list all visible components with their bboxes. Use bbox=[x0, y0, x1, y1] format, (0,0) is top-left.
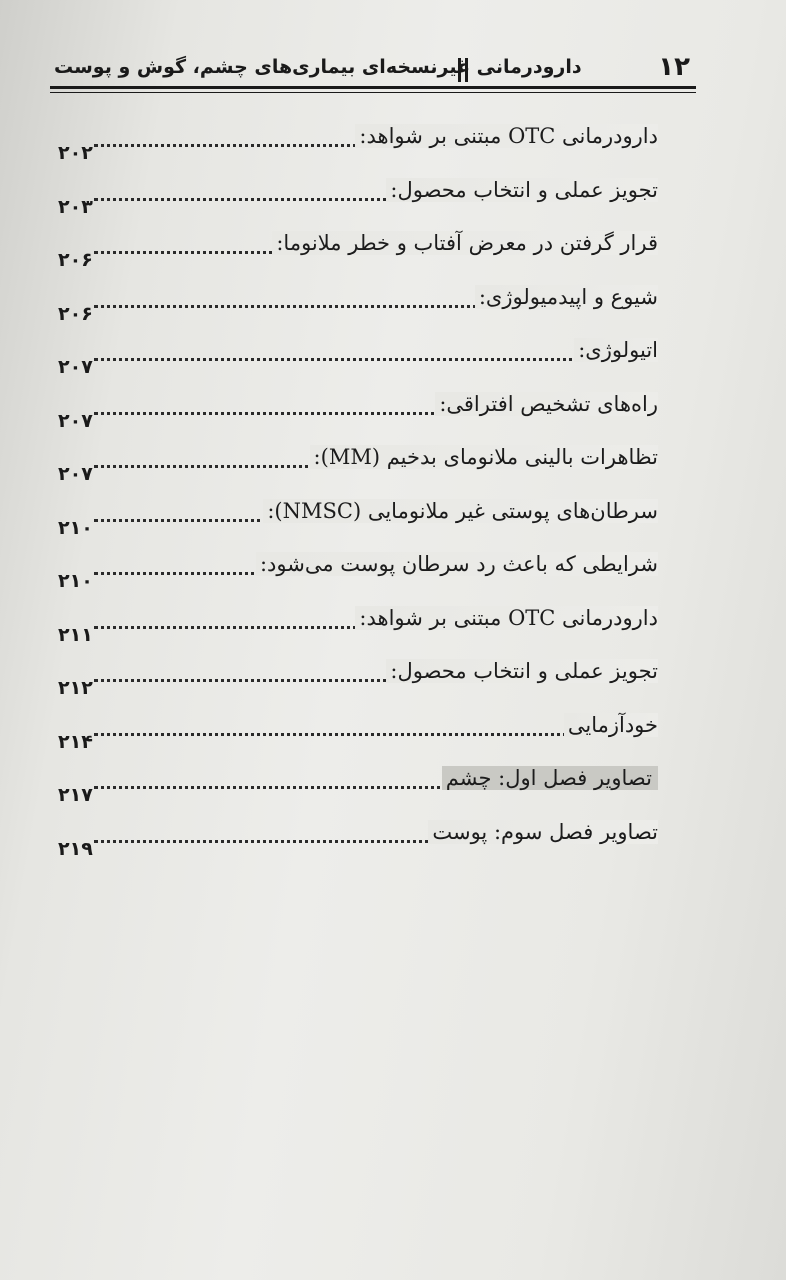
toc-entry-page: ۲۱۰ bbox=[58, 516, 93, 539]
toc-entry bbox=[58, 390, 658, 444]
toc-entry-page: ۲۱۴ bbox=[58, 730, 93, 753]
toc-entry bbox=[58, 283, 658, 337]
toc-entry bbox=[58, 657, 658, 711]
toc-entry bbox=[58, 122, 658, 176]
toc-entry-page: ۲۱۰ bbox=[58, 570, 93, 592]
toc-entry-title: راه‌های تشخیص افتراقی: bbox=[435, 392, 658, 416]
toc-entry bbox=[58, 604, 658, 658]
header-rule-thin bbox=[50, 92, 696, 93]
toc-entry-title: شرایطی که باعث رد سرطان پوست می‌شود: bbox=[256, 552, 658, 576]
toc-entry-title: سرطان‌های پوستی غیر ملانومایی (NMSC): bbox=[263, 499, 658, 523]
toc-entry-page: ۲۱۷ bbox=[58, 784, 93, 806]
toc-entry-page: ۲۰۳ bbox=[58, 195, 93, 218]
toc-entry bbox=[58, 550, 658, 604]
toc-entry-title: اتیولوژی: bbox=[574, 338, 658, 362]
toc-entry-title: دارودرمانی OTC مبتنی بر شواهد: bbox=[355, 606, 658, 630]
toc-entry-page: ۲۱۲ bbox=[58, 677, 93, 699]
toc-entry-title: شیوع و اپیدمیولوژی: bbox=[475, 285, 658, 309]
toc-entry-title: تصاویر فصل سوم: پوست bbox=[428, 820, 658, 844]
toc-entry bbox=[58, 443, 658, 497]
toc-entry bbox=[58, 764, 658, 818]
toc-entry-page: ۲۰۶ bbox=[58, 302, 93, 325]
toc-entry-title: تجویز عملی و انتخاب محصول: bbox=[386, 659, 658, 683]
toc-entry-page: ۲۰۷ bbox=[58, 356, 93, 378]
page-number: ۱۲ bbox=[658, 52, 690, 82]
toc-entry-page: ۲۱۹ bbox=[58, 837, 93, 860]
toc-entry-title: خودآزمایی bbox=[564, 713, 658, 737]
toc-entry-page: ۲۰۲ bbox=[58, 142, 93, 164]
toc-entry bbox=[58, 229, 658, 283]
toc-entry-title: تصاویر فصل اول: چشم bbox=[442, 766, 658, 790]
toc-entry-title: تجویز عملی و انتخاب محصول: bbox=[386, 178, 658, 202]
toc-entry-title: قرار گرفتن در معرض آفتاب و خطر ملانوما: bbox=[272, 231, 658, 255]
running-title: دارودرمانی غیرنسخه‌ای بیماری‌های چشم، گوش و پوست bbox=[54, 56, 582, 78]
toc-entry bbox=[58, 336, 658, 390]
toc-entry-page: ۲۰۶ bbox=[58, 249, 93, 271]
toc-entry bbox=[58, 818, 658, 872]
toc-entry-title: دارودرمانی OTC مبتنی بر شواهد: bbox=[355, 124, 658, 148]
toc-entry-title: تظاهرات بالینی ملانومای بدخیم (MM): bbox=[310, 445, 658, 469]
page-header bbox=[40, 44, 690, 90]
toc-entry bbox=[58, 711, 658, 765]
toc-entry bbox=[58, 497, 658, 551]
toc-entry bbox=[58, 176, 658, 230]
toc-entry-page: ۲۰۷ bbox=[58, 409, 93, 432]
toc-entry-page: ۲۰۷ bbox=[58, 463, 93, 485]
toc-entry-page: ۲۱۱ bbox=[58, 623, 93, 646]
header-divider-bars bbox=[458, 58, 468, 82]
header-rule-thick bbox=[50, 86, 696, 89]
table-of-contents bbox=[58, 122, 658, 871]
